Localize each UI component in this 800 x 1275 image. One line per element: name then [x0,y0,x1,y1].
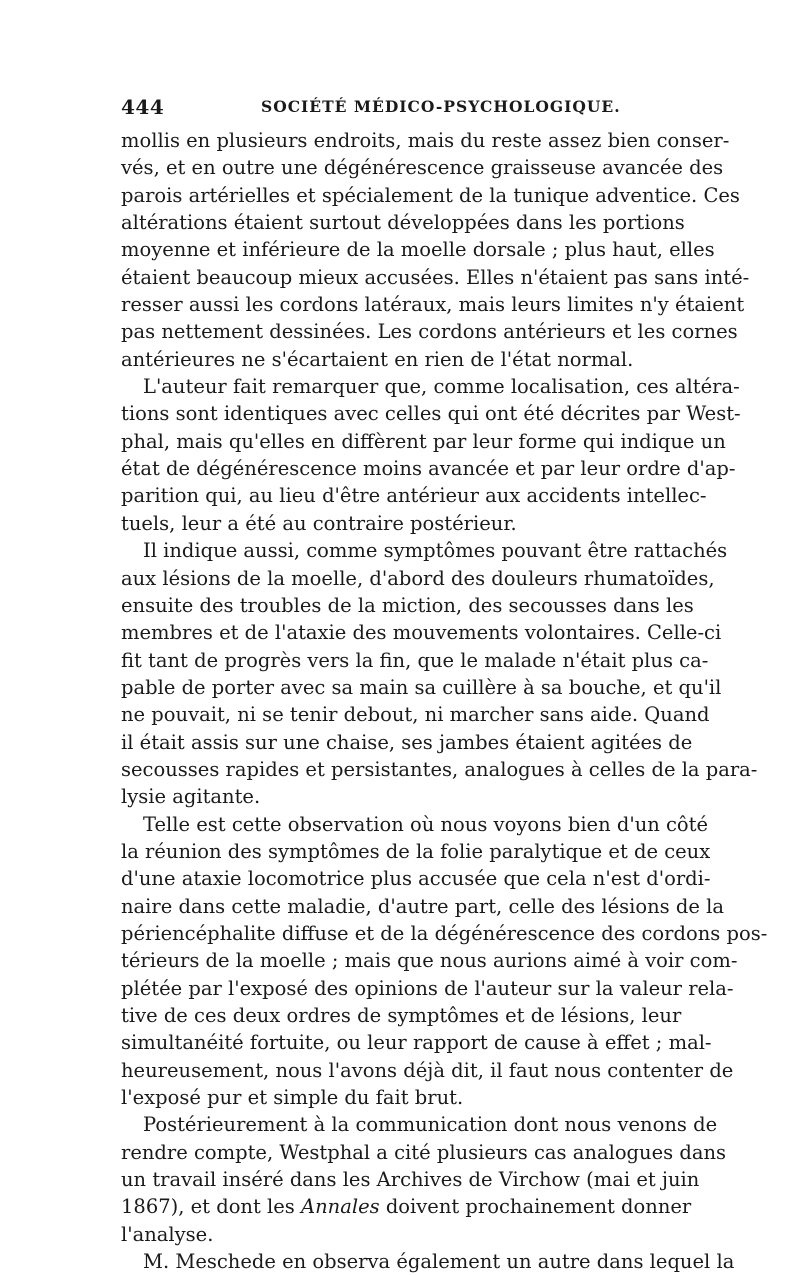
journal-title: Annales [301,1195,380,1219]
text-line: plétée par l'exposé des opinions de l'auteur sur la valeur rela- [121,976,734,1000]
text-line: secousses rapides et persistantes, analogues à celles de la para- [121,757,758,781]
text-line: Telle est cette observation où nous voyons bien d'un côté [143,812,709,836]
text-line: antérieures ne s'écartaient en rien de l'état normal. [121,347,634,371]
text-line: simultanéité fortuite, ou leur rapport de cause à effet ; mal- [121,1031,712,1055]
text-line: mollis en plusieurs endroits, mais du reste assez bien conser- [121,129,730,152]
text-line: Postérieurement à la communication dont nous venons de [143,1113,718,1137]
text-line: parois artérielles et spécialement de la tunique adventice. Ces [121,183,740,207]
text-line: altérations étaient surtout développées dans les portions [121,211,685,235]
text-line: l'exposé pur et simple du fait brut. [121,1086,464,1110]
text-line: phal, mais qu'elles en diffèrent par leur forme qui indique un [121,429,726,453]
text-line: moyenne et inférieure de la moelle dorsale ; plus haut, elles [121,238,715,262]
text-line: rendre compte, Westphal a cité plusieurs cas analogues dans [121,1140,727,1164]
text-line: étaient beaucoup mieux accusées. Elles n'étaient pas sans inté- [121,265,750,289]
text-line: heureusement, nous l'avons déjà dit, il faut nous contenter de [121,1058,734,1082]
text-fragment: doivent prochainement donner [385,1195,692,1219]
text-line: aux lésions de la moelle, d'abord des douleurs rhumatoïdes, [121,566,715,590]
text-line: tions sont identiques avec celles qui ont été décrites par West- [121,402,741,426]
text-line: tuels, leur a été au contraire postérieur. [121,511,517,535]
text-line: membres et de l'ataxie des mouvements volontaires. Celle-ci [121,621,722,645]
running-title: SOCIÉTÉ MÉDICO-PSYCHOLOGIQUE. [261,97,621,116]
text-line: fit tant de progrès vers la fin, que le malade n'était plus ca- [121,648,709,672]
text-line: pas nettement dessinées. Les cordons antérieurs et les cornes [121,320,738,344]
text-line: ne pouvait, ni se tenir debout, ni marcher sans aide. Quand [121,703,710,727]
paragraph-6 [121,1248,735,1275]
text-line: Il indique aussi, comme symptômes pouvant être rattachés [143,539,728,563]
body-text [121,127,768,1275]
text-line: la réunion des symptômes de la folie paralytique et de ceux [121,839,711,863]
text-line: parition qui, au lieu d'être antérieur aux accidents intellec- [121,484,707,508]
paragraph-4 [121,811,768,1112]
text-line: l'analyse. [121,1222,214,1246]
text-line: ensuite des troubles de la miction, des secousses dans les [121,593,694,617]
text-line: un travail inséré dans les Archives de Virchow (mai et juin [121,1168,700,1192]
text-line: L'auteur fait remarquer que, comme localisation, ces altéra- [143,375,740,399]
text-line: resser aussi les cordons latéraux, mais leurs limites n'y étaient [121,293,745,317]
paragraph-1 [121,127,750,373]
text-line: naire dans cette maladie, d'autre part, celle des lésions de la [121,894,724,918]
text-line-mixed [121,1193,692,1220]
text-line: périencéphalite diffuse et de la dégénérescence des cordons pos- [121,921,768,945]
text-line: tive de ces deux ordres de symptômes et de lésions, leur [121,1004,682,1027]
text-line: d'une ataxie locomotrice plus accusée que cela n'est d'ordi- [121,867,711,891]
text-line: térieurs de la moelle ; mais que nous aurions aimé à voir com- [121,949,738,973]
text-fragment: 1867), et dont les [121,1195,295,1219]
page-number: 444 [121,95,165,119]
paragraph-5 [121,1111,727,1248]
text-line: M. Meschede en observa également un autre dans lequel la [143,1250,735,1274]
text-line: il était assis sur une chaise, ses jambes étaient agitées de [121,730,693,754]
page-header [121,95,678,123]
text-line: lysie agitante. [121,785,261,809]
text-line: pable de porter avec sa main sa cuillère à sa bouche, et qu'il [121,675,722,699]
text-line: vés, et en outre une dégénérescence graisseuse avancée des [121,156,724,180]
paragraph-3 [121,537,758,810]
text-line: état de dégénérescence moins avancée et par leur ordre d'ap- [121,457,736,481]
paragraph-2 [121,373,741,537]
book-page [121,95,768,1275]
